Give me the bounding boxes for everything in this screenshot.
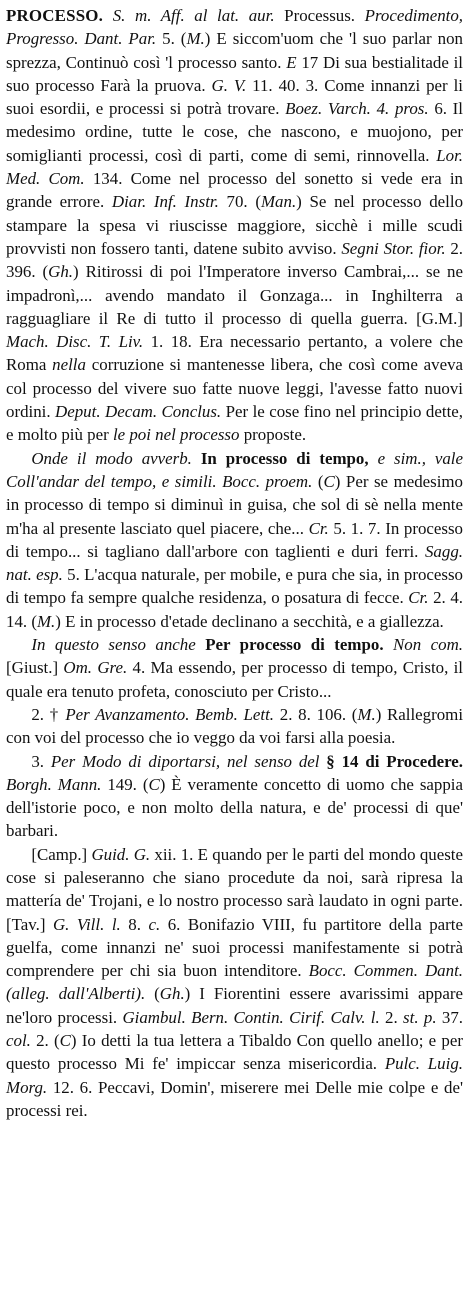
italic-text: c. bbox=[148, 914, 168, 934]
sense-paragraph bbox=[6, 750, 463, 843]
body-text: 2. 8. 106. ( bbox=[279, 704, 358, 724]
body-text: 2. † bbox=[31, 704, 66, 724]
italic-text: C bbox=[323, 471, 335, 491]
body-text: ) Per se medesimo in processo di tempo si diminuì in guisa, che sol di sè nella mente m'ha al presente lasciato quel piacere, che... bbox=[6, 471, 463, 538]
body-text: 1. 18. Era necessario pertanto, a volere che Roma bbox=[6, 332, 463, 375]
italic-text: Om. Gre. bbox=[63, 658, 133, 678]
italic-text: e sim., vale Coll'andar del tempo, e simili. Bocc. proem. bbox=[6, 448, 463, 491]
italic-text: Boez. Varch. 4. pros. bbox=[285, 99, 435, 119]
italic-text: Giambul. Bern. Contin. Cirif. Calv. l. bbox=[122, 1007, 386, 1027]
body-text: ) E siccom'uom che 'l suo parlar non sprezza, Continuò così 'l processo santo. bbox=[6, 29, 463, 72]
italic-text: Procedimento, Progresso. Dant. Par. bbox=[6, 6, 463, 49]
italic-text: Per Avanzamento. Bemb. Lett. bbox=[65, 704, 280, 724]
body-text: 2. 4. 14. ( bbox=[6, 588, 463, 631]
body-text: 5. 1. 7. In processo di tempo... si tagliano dall'arbore con taglienti e duri ferri. bbox=[6, 518, 463, 561]
italic-text: Non com. bbox=[393, 635, 463, 655]
italic-text: S. m. Aff. al lat. aur. bbox=[103, 6, 285, 25]
sense-paragraph bbox=[6, 703, 463, 750]
italic-text: M. bbox=[357, 704, 376, 724]
body-text: 8. bbox=[128, 914, 149, 934]
italic-text: C bbox=[148, 774, 160, 794]
body-text: corruzione si mantenesse libera, che così come aveva col processo del vivere suo fatte nuove leggi, l'avesse fatto nuovi ordini. bbox=[6, 355, 464, 422]
sense-paragraph bbox=[6, 633, 463, 703]
italic-text: Man. bbox=[260, 192, 297, 212]
italic-text: Cr. bbox=[408, 588, 434, 608]
body-text: 11. 40. 3. Come innanzi per li suoi esordii, e processi si potrà trovare. bbox=[6, 75, 463, 119]
body-text: 2. 396. ( bbox=[6, 238, 463, 282]
body-text: ) E in processo d'etade declinano a secchità, e a giallezza. bbox=[55, 611, 444, 631]
italic-text: Bocc. Commen. Dant. (alleg. dall'Alberti). bbox=[6, 961, 463, 1004]
body-text: Per le cose fino nel principio dette, e molto più per bbox=[6, 402, 463, 445]
italic-text: Onde il modo avverb. bbox=[31, 448, 201, 468]
italic-text: Gh. bbox=[159, 984, 185, 1004]
body-text: ) Se nel processo dello stampare la spesa vi riuscisse maggiore, sicchè i mille scudi provvisti non fossero tanti, datene subito avviso. bbox=[6, 192, 464, 258]
italic-text: Deput. Decam. Conclus. bbox=[55, 402, 226, 422]
body-text: ) Rallegromi con voi del processo che io veggo da voi farsi alla poesia. bbox=[6, 704, 464, 748]
entry-headword-paragraph bbox=[6, 4, 463, 447]
body-text: ( bbox=[317, 471, 324, 491]
body-text: 134. Come nel processo del sonetto si vede era in grande errore. bbox=[6, 169, 464, 212]
sense-paragraph bbox=[6, 447, 463, 633]
body-text: ) È veramente concetto di uomo che sappia dell'istorie poco, e non molto della natura, e de' processi di que' barbari. bbox=[6, 774, 463, 841]
italic-text: Gh. bbox=[48, 262, 74, 282]
italic-text: G. Vill. l. bbox=[52, 914, 129, 934]
body-text: ) Io detti la tua lettera a Tibaldo Con quello anello; e per questo processo Mi fe' impiccar senza misericordia. bbox=[6, 1031, 463, 1074]
body-text: ( bbox=[154, 984, 160, 1004]
body-text: ) I Fiorentini essere avarissimi appare ne'loro processi. bbox=[6, 984, 463, 1027]
italic-text: st. p. bbox=[403, 1007, 442, 1027]
bold-phrase: Per processo di tempo. bbox=[205, 635, 394, 655]
italic-text: Cr. bbox=[308, 518, 334, 538]
sense-paragraph bbox=[6, 843, 463, 1123]
italic-text: G. V. bbox=[211, 75, 253, 95]
italic-text: In questo senso anche bbox=[31, 635, 206, 655]
body-text: 5. L'acqua naturale, per mobile, e pura che sia, in processo di tempo fa sempre qualche residenza, o posatura di fecce. bbox=[6, 565, 463, 608]
italic-text: Pulc. Luig. Morg. bbox=[6, 1054, 463, 1097]
bold-phrase: § 14 di Procedere. bbox=[326, 751, 463, 771]
italic-text: Sagg. nat. esp. bbox=[6, 541, 463, 585]
body-text: 37. bbox=[441, 1007, 464, 1027]
italic-text: Diar. Inf. Instr. bbox=[111, 192, 227, 212]
italic-text: Guid. G. bbox=[91, 844, 155, 864]
body-text: 6. Il medesimo ordine, tutte le cose, che nascono, e muojono, per somiglianti processi, così di parti, come di semi, rinnovella. bbox=[6, 99, 463, 165]
italic-text: E bbox=[286, 52, 302, 72]
body-text: 4. Ma essendo, per processo di tempo, Cristo, il quale era tenuto profeta, conosciuto per Cristo... bbox=[6, 658, 463, 701]
body-text: [Camp.] bbox=[31, 844, 92, 864]
body-text: ) Ritirossi di poi l'Imperatore inverso Cambrai,... se ne impadronì,... avendo mandato il Gonzaga... in Inghilterra a ragguagliare il Re di tutto il processo di quella guerra. [G.M.] bbox=[6, 262, 463, 328]
body-text: 17 Di sua bestialitade il suo processo Farà la pruova. bbox=[6, 52, 463, 95]
body-text: 6. Bonifazio VIII, fu partitore della parte guelfa, come innanzi ne' suoi processi manifestamente si potrà comprendere per chi sia buon intenditore. bbox=[6, 914, 463, 981]
italic-text: Borgh. Mann. bbox=[6, 774, 108, 794]
italic-text: Mach. Disc. T. Liv. bbox=[6, 332, 151, 352]
body-text: xii. 1. E quando per le parti del mondo queste cose si paleseranno che siano procedute da noi, sarà ripresa la mattería de' Trojani, e lo nostro processo sarà laudato in ogni parte. [Tav.] bbox=[6, 844, 463, 934]
italic-text: C bbox=[59, 1031, 71, 1051]
headword: PROCESSO. bbox=[6, 6, 104, 25]
italic-text: M. bbox=[186, 29, 205, 49]
body-text: 2. ( bbox=[36, 1031, 60, 1051]
body-text: 12. 6. Peccavi, Domin', miserere mei Delle mie colpe e de' processi rei. bbox=[6, 1077, 464, 1120]
italic-text: le poi nel processo bbox=[112, 425, 244, 445]
body-text: Processus. bbox=[284, 6, 365, 25]
body-text: 3. bbox=[31, 751, 51, 771]
body-text: [Giust.] bbox=[6, 658, 64, 678]
italic-text: nella bbox=[52, 355, 92, 375]
body-text: 5. ( bbox=[162, 29, 187, 49]
italic-text: Lor. Med. Com. bbox=[6, 145, 463, 189]
italic-text: col. bbox=[6, 1031, 37, 1051]
body-text: 2. bbox=[385, 1007, 404, 1027]
body-text: proposte. bbox=[243, 425, 307, 445]
bold-phrase: In processo di tempo, bbox=[200, 448, 378, 468]
italic-text: Segni Stor. fior. bbox=[341, 238, 451, 258]
italic-text: M. bbox=[36, 611, 56, 631]
body-text: 149. ( bbox=[107, 774, 149, 794]
body-text: 70. ( bbox=[226, 192, 261, 212]
italic-text: Per Modo di diportarsi, nel senso del bbox=[50, 751, 327, 771]
